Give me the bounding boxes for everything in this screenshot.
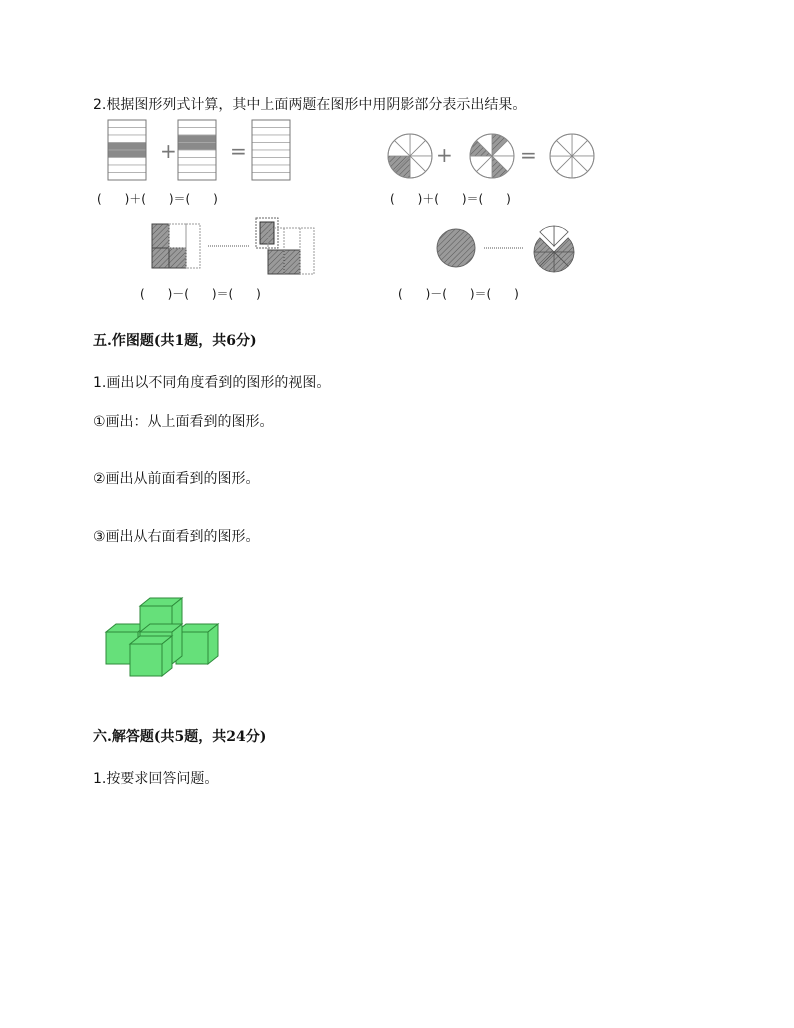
plus-sign: + bbox=[436, 143, 453, 167]
section-6-question-1: 1.按要求回答问题。 bbox=[93, 771, 219, 787]
circle-b bbox=[470, 134, 514, 178]
row1-left-equation: ( )＋( )＝( ) bbox=[97, 192, 218, 206]
question-2-text: 2.根据图形列式计算，其中上面两题在图形中用阴影部分表示出结果。 bbox=[93, 97, 527, 113]
circle-subtraction-figure bbox=[432, 218, 592, 278]
sub-question-3: ③画出从右面看到的图形。 bbox=[93, 529, 260, 545]
section-5-heading: 五.作图题(共1题，共6分) bbox=[93, 333, 257, 349]
equals-sign: = bbox=[520, 143, 537, 167]
circle-addition-figure bbox=[382, 124, 612, 194]
cube-figure bbox=[100, 590, 230, 680]
circle-result bbox=[550, 134, 594, 178]
sub-question-1: ①画出：从上面看到的图形。 bbox=[93, 414, 274, 430]
rect-b bbox=[178, 120, 216, 180]
section-6-heading: 六.解答题(共5题，共24分) bbox=[93, 729, 267, 745]
equals-sign: = bbox=[230, 139, 247, 163]
row1-right-equation: ( )＋( )＝( ) bbox=[390, 192, 511, 206]
section-5-question-1: 1.画出以不同角度看到的图形的视图。 bbox=[93, 375, 331, 391]
rect-addition-figure bbox=[100, 118, 320, 188]
plus-sign: + bbox=[160, 139, 177, 163]
row2-left-equation: ( )－( )＝( ) bbox=[140, 287, 261, 301]
square-subtraction-figure bbox=[148, 216, 328, 278]
rect-a bbox=[108, 120, 146, 180]
circle-a bbox=[388, 134, 432, 178]
rect-result bbox=[252, 120, 290, 180]
row2-right-equation: ( )－( )＝( ) bbox=[398, 287, 519, 301]
sub-question-2: ②画出从前面看到的图形。 bbox=[93, 471, 260, 487]
